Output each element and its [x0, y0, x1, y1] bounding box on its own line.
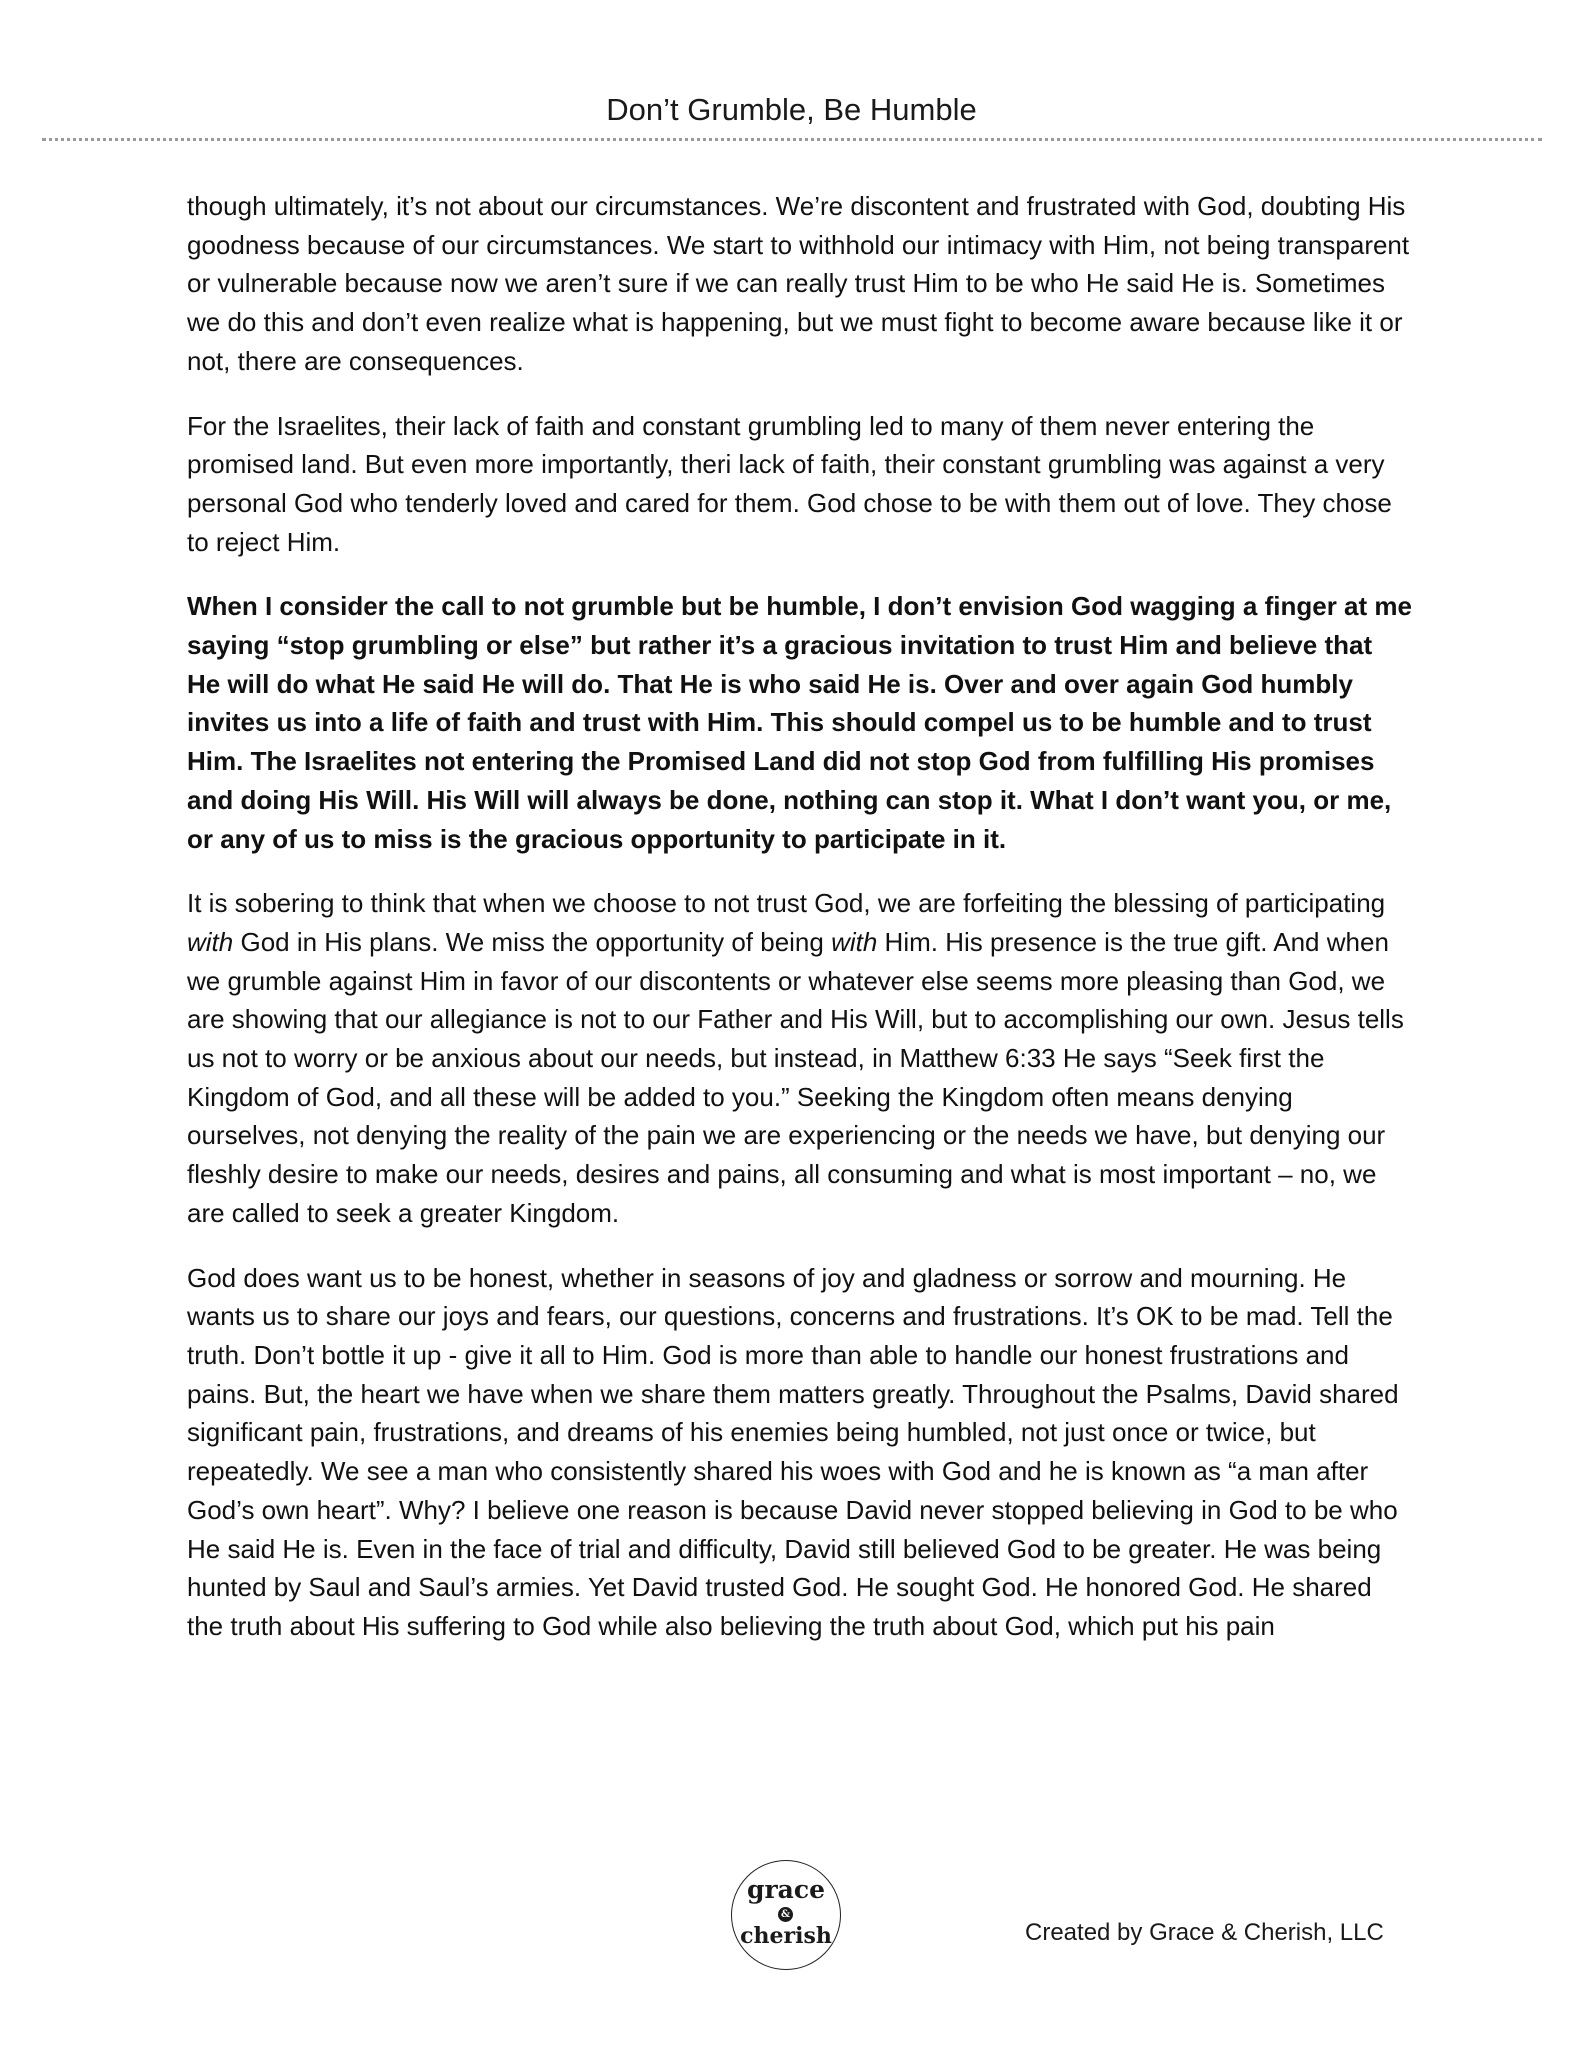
paragraph-4-part-c: Him. His presence is the true gift. And when we grumble against Him in favor of our discontents or whatever else seems more pleasing than God, we are showing that our allegiance is not to our Father and His Will, but to accomplishing our own. Jesus tells us not to worry or be anxious about our needs, but instead, in Matthew 6:33 He says “Seek first the Kingdom of God, and all these will be added to you.” Seeking the Kingdom often means denying ourselves, not denying the reality of the pain we are experiencing or the needs we have, but denying our fleshly desire to make our needs, desires and pains, all consuming and what is most important – no, we are called to seek a greater Kingdom. [187, 926, 1404, 1228]
paragraph-4 [187, 884, 1412, 1232]
grace-cherish-logo [731, 1860, 841, 1970]
paragraph-4-part-b: God in His plans. We miss the opportunity of being [233, 926, 832, 957]
logo-ampersand: & [778, 1907, 793, 1922]
paragraph-3-bold: When I consider the call to not grumble but be humble, I don’t envision God wagging a finger at me saying “stop grumbling or else” but rather it’s a gracious invitation to trust Him and believe that He will do what He said He will do. That He is who said He is. Over and over again God humbly invites us into a life of faith and trust with Him. This should compel us to be humble and to trust Him. The Israelites not entering the Promised Land did not stop God from fulfilling His promises and doing His Will. His Will will always be done, nothing can stop it. What I don’t want you, or me, or any of us to miss is the gracious opportunity to participate in it. [187, 591, 1412, 854]
logo-word-grace: grace [747, 1875, 825, 1904]
footer-credit: Created by Grace & Cherish, LLC [1025, 1919, 1384, 1946]
paragraph-4-part-a: It is sobering to think that when we choose to not trust God, we are forfeiting the blessing of participating [187, 888, 1386, 919]
paragraph-2: For the Israelites, their lack of faith and constant grumbling led to many of them never entering the promised land. But even more importantly, theri lack of faith, their constant grumbling was against a very personal God who tenderly loved and cared for them. God chose to be with them out of love. They chose to reject Him. [187, 410, 1392, 557]
emphasis-with-1: with [187, 926, 234, 957]
paragraph-5: God does want us to be honest, whether in seasons of joy and gladness or sorrow and mourning. He wants us to share our joys and fears, our questions, concerns and frustrations. It’s OK to be mad. Tell the truth. Don’t bottle it up - give it all to Him. God is more than able to handle our honest frustrations and pains. But, the heart we have when we share them matters greatly. Throughout the Psalms, David shared significant pain, frustrations, and dreams of his enemies being humbled, not just once or twice, but repeatedly. We see a man who consistently shared his woes with God and he is known as “a man after God’s own heart”. Why? I believe one reason is because David never stopped believing in God to be who He said He is. Even in the face of trial and difficulty, David still believed God to be greater. He was being hunted by Saul and Saul’s armies. Yet David trusted God. He sought God. He honored God. He shared the truth about His suffering to God while also believing the truth about God, which put his pain [187, 1262, 1399, 1641]
logo-word-cherish: cherish [740, 1923, 832, 1949]
article-body [187, 187, 1412, 1672]
emphasis-with-2: with [831, 926, 878, 957]
page-title: Don’t Grumble, Be Humble [606, 92, 977, 127]
header-divider [42, 138, 1542, 141]
paragraph-1: though ultimately, it’s not about our circumstances. We’re discontent and frustrated with God, doubting His goodness because of our circumstances. We start to withhold our intimacy with Him, not being transparent or vulnerable because now we aren’t sure if we can really trust Him to be who He said He is. Sometimes we do this and don’t even realize what is happening, but we must fight to become aware because like it or not, there are consequences. [187, 191, 1410, 376]
